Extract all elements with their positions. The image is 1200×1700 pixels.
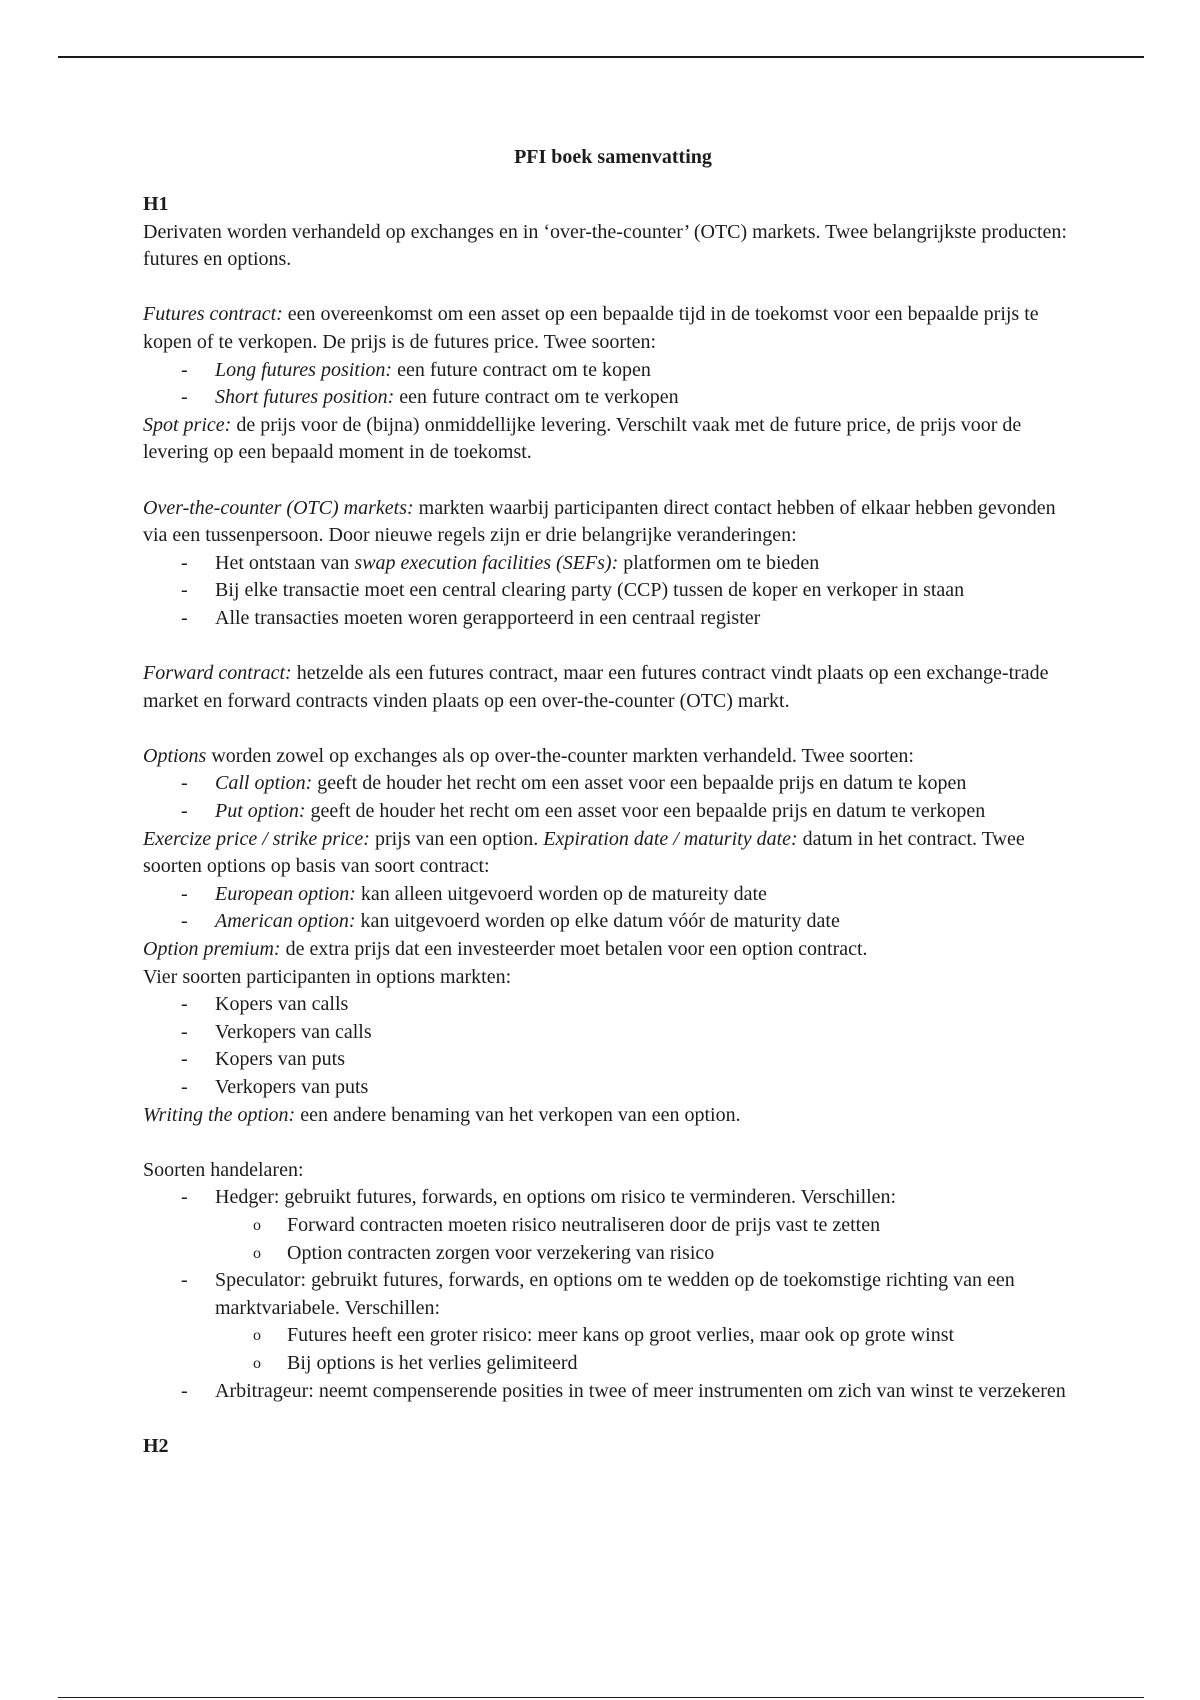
list-item: - Kopers van puts xyxy=(181,1048,345,1071)
speculator-sublist xyxy=(215,1322,1083,1377)
paragraph-traders: Soorten handelaren: xyxy=(143,1158,304,1181)
paragraph-options: Options worden zowel op exchanges als op over-the-counter markten verhandeld. Twee soorten: xyxy=(143,744,914,767)
list-item: - Long futures position: een future contract om te kopen xyxy=(181,358,651,381)
futures-list xyxy=(143,357,1083,412)
document-page xyxy=(143,140,1083,1460)
document-title: PFI boek samenvatting xyxy=(514,146,712,168)
paragraph-participants: Vier soorten participanten in options markten: xyxy=(143,965,512,988)
paragraph-forward: Forward contract: hetzelde als een futures contract, maar een futures contract vindt plaats op een exchange-trade market en forward contracts vinden plaats op een over-the-counter (OTC) markt. xyxy=(143,662,1049,712)
list-item: - Verkopers van calls xyxy=(181,1020,372,1043)
participants-list xyxy=(143,991,1083,1101)
list-item: - Het ontstaan van swap execution facilities (SEFs): platformen om te bieden xyxy=(181,551,820,574)
paragraph-writing-option: Writing the option: een andere benaming van het verkopen van een option. xyxy=(143,1103,741,1126)
list-item: - European option: kan alleen uitgevoerd worden op de matureity date xyxy=(181,882,767,905)
paragraph-spot-price: Spot price: de prijs voor de (bijna) onmiddellijke levering. Verschilt vaak met de future price, de prijs voor de levering op een bepaald moment in de toekomst. xyxy=(143,413,1022,464)
option-style-list xyxy=(143,881,1083,936)
list-item: - Put option: geeft de houder het recht om een asset voor een bepaalde prijs en datum te verkopen xyxy=(181,800,986,823)
hedger-sublist xyxy=(215,1212,1083,1267)
list-item: - Hedger: gebruikt futures, forwards, en options om risico te verminderen. Verschillen: o Forward contracten moeten risico neutraliseren door de prijs vast te zetten o Option contracten zorgen voor verzekering van risico xyxy=(143,1184,1083,1267)
otc-list xyxy=(143,550,1083,633)
paragraph-option-premium: Option premium: de extra prijs dat een investeerder moet betalen voor een option contract. xyxy=(143,938,868,961)
bottom-rule xyxy=(58,1697,1144,1698)
paragraph-futures: Futures contract: een overeenkomst om een asset op een bepaalde tijd in de toekomst voor een bepaalde prijs te kopen of te verkopen. De prijs is de futures price. Twee soorten: xyxy=(143,303,1039,353)
heading-h1: H1 xyxy=(143,193,169,215)
list-item: - Speculator: gebruikt futures, forwards, en options om te wedden op de toekomstige richting van een marktvariabele. Verschillen: o Futures heeft een groter risico: meer kans op groot verlies, maar ook op grote winst o Bij options is het verlies gelimiteerd xyxy=(143,1267,1083,1377)
paragraph-exercise-price: Exercize price / strike price: prijs van een option. Expiration date / maturity date: datum in het contract. Twee soorten options op basis van soort contract: xyxy=(143,827,1025,878)
list-item: - Kopers van calls xyxy=(181,993,349,1016)
traders-list xyxy=(143,1184,1083,1405)
paragraph-derivaten: Derivaten worden verhandeld op exchanges en in ‘over-the-counter’ (OTC) markets. Twee belangrijkste producten: futures en options. xyxy=(143,220,1067,271)
sub-list-item: o Bij options is het verlies gelimiteerd xyxy=(253,1351,578,1374)
list-item: - Arbitrageur: neemt compenserende posities in twee of meer instrumenten om zich van winst te verzekeren xyxy=(181,1379,1066,1402)
top-rule xyxy=(58,56,1144,58)
list-item: - Short futures position: een future contract om te verkopen xyxy=(181,386,679,409)
list-item: - American option: kan uitgevoerd worden op elke datum vóór de maturity date xyxy=(181,910,840,933)
sub-list-item: o Forward contracten moeten risico neutraliseren door de prijs vast te zetten xyxy=(253,1213,881,1236)
paragraph-otc: Over-the-counter (OTC) markets: markten waarbij participanten direct contact hebben of elkaar hebben gevonden via een tussenpersoon. Door nieuwe regels zijn er drie belangrijke veranderingen: xyxy=(143,496,1056,547)
options-list xyxy=(143,770,1083,825)
sub-list-item: o Option contracten zorgen voor verzekering van risico xyxy=(253,1241,715,1264)
list-item: - Call option: geeft de houder het recht om een asset voor een bepaalde prijs en datum te kopen xyxy=(181,772,967,795)
list-item: - Alle transacties moeten woren gerapporteerd in een centraal register xyxy=(181,606,761,629)
list-item: - Verkopers van puts xyxy=(181,1076,369,1098)
list-item: - Bij elke transactie moet een central clearing party (CCP) tussen de koper en verkoper in staan xyxy=(181,579,965,602)
sub-list-item: o Futures heeft een groter risico: meer kans op groot verlies, maar ook op grote winst xyxy=(253,1324,955,1347)
heading-h2: H2 xyxy=(143,1434,169,1457)
